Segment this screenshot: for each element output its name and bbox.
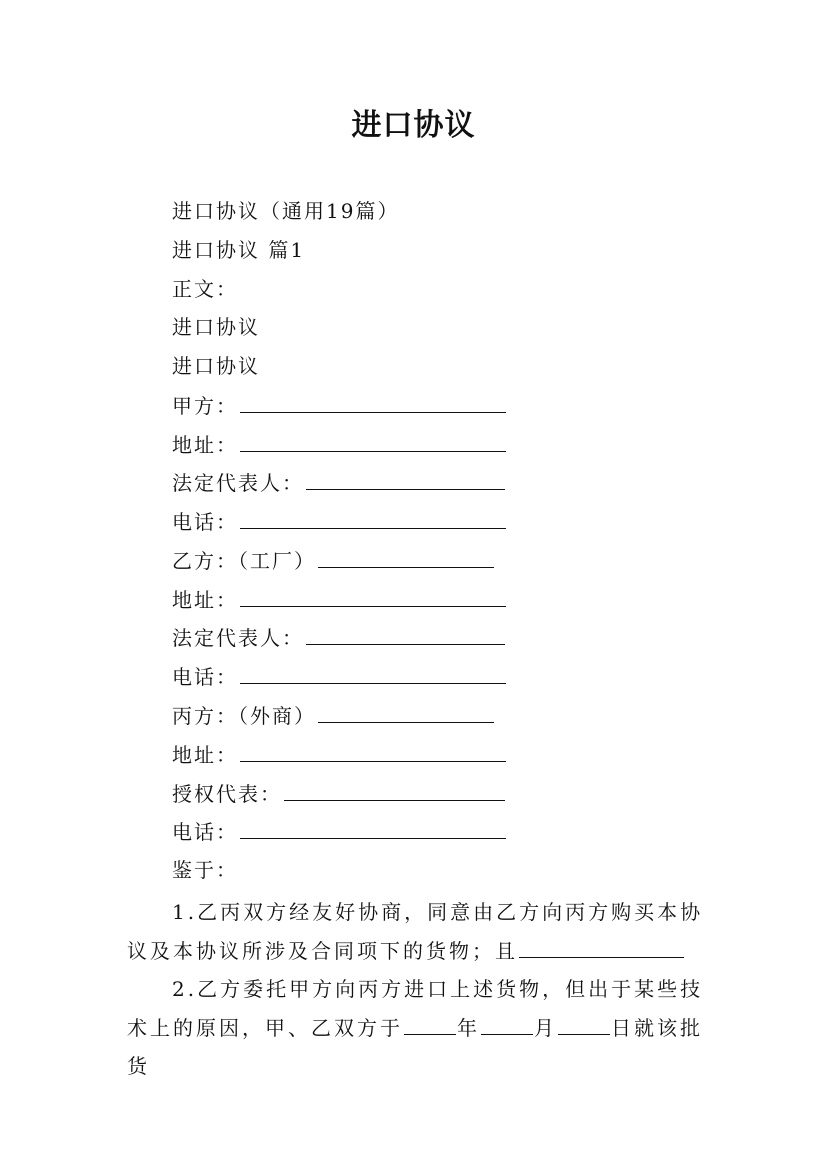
authorized-rep-field [172,780,505,807]
line-text: 进口协议 [172,315,260,339]
field-label: 电话： [172,510,238,534]
fill-blank[interactable] [240,741,506,762]
fill-blank[interactable] [318,547,494,568]
doc-name-line [172,353,260,379]
fill-blank[interactable] [240,663,506,684]
line-text: 进口协议 篇1 [172,238,306,262]
field-label: 电话： [172,665,238,689]
fill-blank[interactable] [240,818,506,839]
month-blank[interactable] [481,1016,533,1035]
clause-2 [127,970,707,1086]
field-label: 丙方：（外商） [172,704,316,728]
subtitle-line [172,198,399,224]
field-label: 甲方： [172,394,238,418]
fill-blank[interactable] [240,508,506,529]
phone-field [172,508,506,535]
fill-blank[interactable] [318,702,494,723]
field-label: 法定代表人： [172,471,304,495]
document-title: 进口协议 [351,108,476,143]
field-label: 地址： [172,588,238,612]
field-label: 乙方：（工厂） [172,549,316,573]
body-label [172,276,238,302]
line-text: 鉴于： [172,858,238,882]
clause-text: 2.乙方委托甲方向丙方进口上述货物，但出于某些技术上的原因，甲、乙双方于 [127,977,704,1040]
party-a-field [172,392,506,419]
fill-blank[interactable] [519,939,684,958]
line-text: 正文： [172,277,238,301]
year-label: 年 [457,1015,480,1040]
section-heading [172,237,305,263]
doc-name-line [172,314,260,340]
address-field [172,431,506,458]
line-text: 进口协议（通用19篇） [172,199,400,223]
field-label: 地址： [172,743,238,767]
day-blank[interactable] [558,1016,610,1035]
field-label: 授权代表： [172,782,282,806]
year-blank[interactable] [404,1016,456,1035]
field-label: 法定代表人： [172,626,304,650]
month-label: 月 [534,1015,557,1040]
field-label: 电话： [172,820,238,844]
address-field [172,586,506,613]
whereas-label [172,857,238,883]
address-field [172,741,506,768]
fill-blank[interactable] [240,586,506,607]
party-c-field [172,702,494,729]
line-text: 进口协议 [172,354,260,378]
party-b-field [172,547,494,574]
clause-text-tail: 日就该批货 [127,1015,703,1078]
phone-field [172,818,506,845]
phone-field [172,663,506,690]
clause-text: 1.乙丙双方经友好协商，同意由乙方向丙方购买本协议及本协议所涉及合同项下的货物；且 [127,900,704,963]
fill-blank[interactable] [240,392,506,413]
field-label: 地址： [172,433,238,457]
fill-blank[interactable] [240,431,506,452]
fill-blank[interactable] [306,624,505,645]
fill-blank[interactable] [284,780,505,801]
legal-rep-field [172,469,505,496]
clause-1 [127,893,707,970]
fill-blank[interactable] [306,469,505,490]
legal-rep-field [172,624,505,651]
